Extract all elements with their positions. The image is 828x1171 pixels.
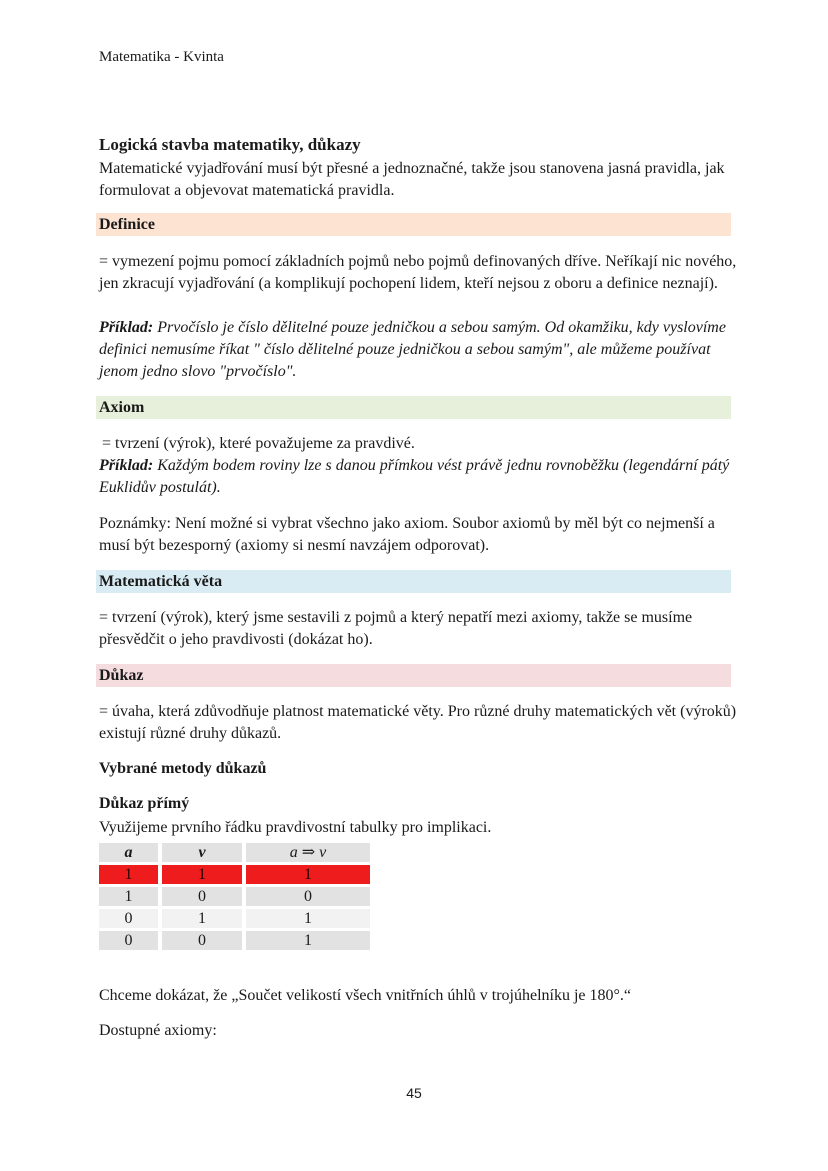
table-cell: 1 xyxy=(99,887,158,906)
axiom-note: Poznámky: Není možné si vybrat všechno jako axiom. Soubor axiomů by měl být co nejmenší a musí být bezesporný (axiomy si nesmí navzájem odporovat). xyxy=(99,515,715,554)
table-cell: 1 xyxy=(246,865,370,884)
axiom-example-label: Příklad: xyxy=(99,457,154,474)
dukaz-text: = úvaha, která zdůvodňuje platnost matematické věty. Pro různé druhy matematických vět (výroků) existují různé druhy důkazů. xyxy=(99,703,737,742)
veta-text: = tvrzení (výrok), který jsme sestavili z pojmů a který nepatří mezi axiomy, takže se musíme přesvědčit o jeho pravdivosti (dokázat ho). xyxy=(99,609,693,648)
veta-heading: Matematická věta xyxy=(96,570,731,593)
section-title: Logická stavba matematiky, důkazy xyxy=(99,135,361,154)
axiom-example-text: Každým bodem roviny lze s danou přímkou vést právě jednu rovnoběžku (legendární pátý Euklidův postulát). xyxy=(99,457,730,496)
intro-paragraph: Matematické vyjadřování musí být přesné a jednoznačné, takže jsou stanovena jasná pravidla, jak formulovat a objevovat matematická pravidla. xyxy=(99,160,725,199)
table-row xyxy=(99,909,370,928)
table-cell: 1 xyxy=(246,909,370,928)
goal-statement: Chceme dokázat, že „Součet velikostí všech vnitřních úhlů v trojúhelníku je 180°.“ xyxy=(99,987,632,1004)
definice-text: = vymezení pojmu pomocí základních pojmů nebo pojmů definovaných dříve. Neříkají nic nového, jen zkracují vyjadřování (a komplikují pochopení lidem, kteří nejsou z oboru a definice neznají). xyxy=(99,253,737,292)
truth-table xyxy=(95,840,374,953)
definice-example-label: Příklad: xyxy=(99,319,154,336)
axioms-label: Dostupné axiomy: xyxy=(99,1022,217,1039)
axiom-example xyxy=(99,455,739,499)
definice-example xyxy=(99,317,739,383)
definice-example-text: Prvočíslo je číslo dělitelné pouze jedničkou a sebou samým. Od okamžiku, kdy vyslovíme definici nemusíme říkat " číslo dělitelné pouze jedničkou a sebou samým", ale můžeme používat jenom jedno slovo "prvočíslo". xyxy=(99,319,726,380)
direct-proof-text: Využijeme prvního řádku pravdivostní tabulky pro implikaci. xyxy=(99,819,492,836)
page-header: Matematika - Kvinta xyxy=(99,49,224,65)
header-a: a xyxy=(99,843,158,862)
table-cell: 1 xyxy=(162,909,242,928)
header-v: v xyxy=(162,843,242,862)
table-cell: 1 xyxy=(99,865,158,884)
table-cell: 1 xyxy=(246,931,370,950)
table-row xyxy=(99,931,370,950)
table-cell: 1 xyxy=(162,865,242,884)
header-implication: a ⇒ v xyxy=(246,843,370,862)
definice-heading: Definice xyxy=(96,213,731,236)
table-cell: 0 xyxy=(99,931,158,950)
page-number: 45 xyxy=(406,1085,422,1101)
truth-table-header xyxy=(99,843,370,862)
axiom-text: = tvrzení (výrok), které považujeme za pravdivé. xyxy=(102,435,415,452)
table-row-highlighted xyxy=(99,865,370,884)
methods-heading: Vybrané metody důkazů xyxy=(99,760,267,777)
table-row xyxy=(99,887,370,906)
direct-proof-heading: Důkaz přímý xyxy=(99,795,190,812)
axiom-heading: Axiom xyxy=(96,396,731,419)
table-cell: 0 xyxy=(162,931,242,950)
dukaz-heading: Důkaz xyxy=(96,664,731,687)
table-cell: 0 xyxy=(246,887,370,906)
table-cell: 0 xyxy=(99,909,158,928)
table-cell: 0 xyxy=(162,887,242,906)
